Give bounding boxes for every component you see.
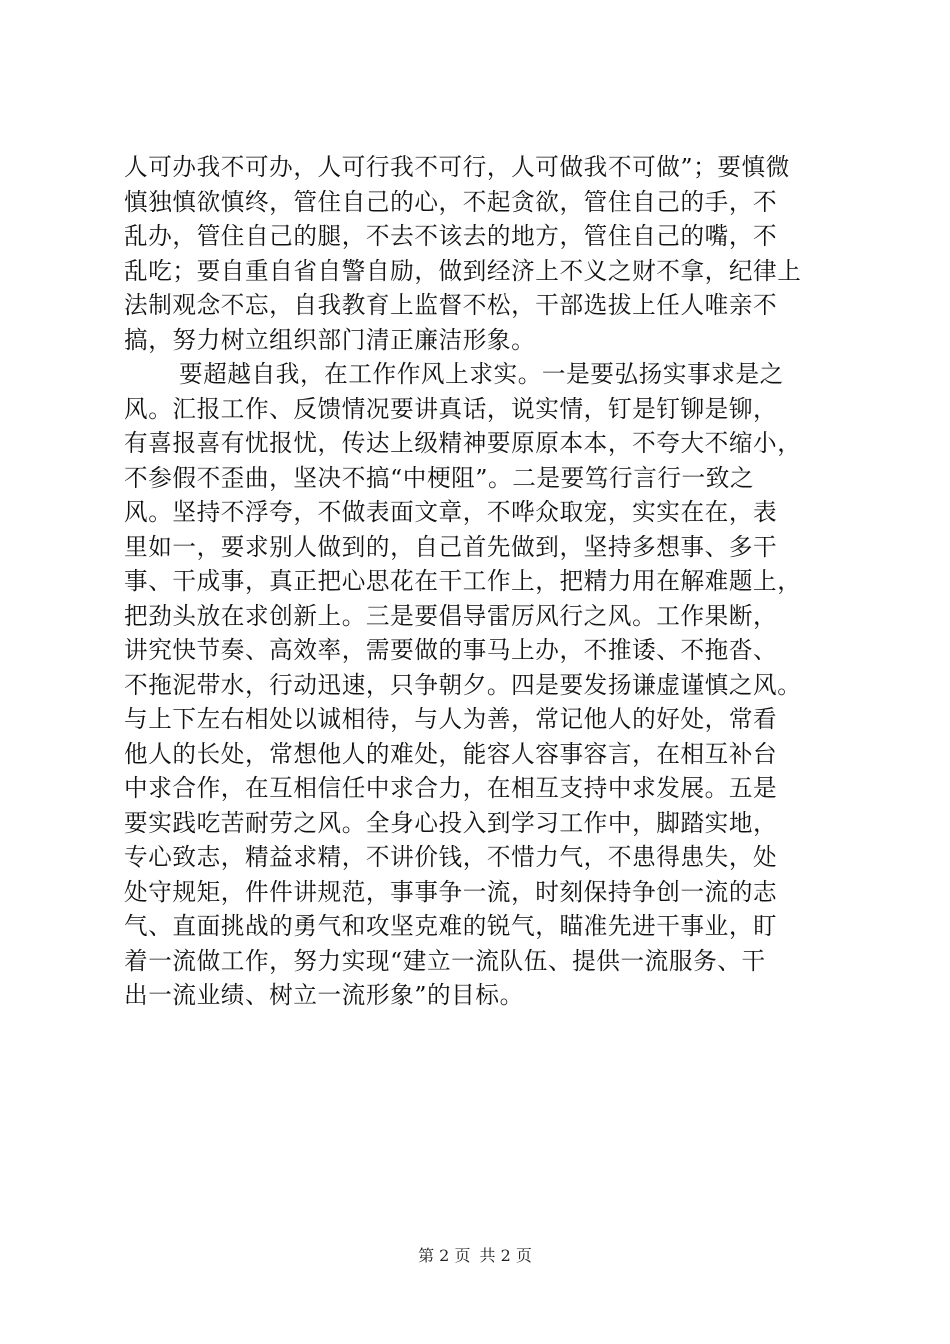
- page-footer: [0, 1244, 950, 1268]
- text-line: 风。汇报工作、反馈情况要讲真话，说实情，钉是钉铆是铆，: [124, 394, 778, 423]
- text-line: 法制观念不忘，自我教育上监督不松，干部选拔上任人唯亲不: [124, 291, 778, 319]
- text-line: 讲究快节奏、高效率，需要做的事马上办，不推诿、不拖沓、: [124, 636, 778, 664]
- text-line: 里如一，要求别人做到的，自己首先做到，坚持多想事、多干: [124, 532, 778, 561]
- text-line: 把劲头放在求创新上。三是要倡导雷厉风行之风。工作果断，: [124, 601, 778, 630]
- text-line: 出一流业绩、树立一流形象”的目标。: [124, 981, 524, 1009]
- text-line: 气、直面挑战的勇气和攻坚克难的锐气，瞄准先进干事业，盯: [124, 912, 778, 940]
- page-number-current: 第 2 页: [418, 1246, 471, 1265]
- paragraph-first-line: 要超越自我，在工作作风上求实。一是要弘扬实事求是之: [179, 360, 784, 388]
- text-line: 人可办我不可办，人可行我不可行，人可做我不可做”；要慎微: [124, 153, 790, 181]
- text-line: 中求合作，在互相信任中求合力，在相互支持中求发展。五是: [124, 774, 778, 802]
- text-line: 处守规矩，件件讲规范，事事争一流，时刻保持争创一流的志: [124, 877, 778, 906]
- text-line: 乱办，管住自己的腿，不去不该去的地方，管住自己的嘴，不: [124, 222, 778, 250]
- text-line: 有喜报喜有忧报忧，传达上级精神要原原本本，不夸大不缩小，: [124, 429, 802, 457]
- document-body: [124, 150, 844, 1013]
- text-line: 风。坚持不浮夸，不做表面文章，不哗众取宠，实实在在，表: [124, 498, 778, 526]
- text-line: 要实践吃苦耐劳之风。全身心投入到学习工作中，脚踏实地，: [124, 808, 778, 837]
- text-line: 不参假不歪曲，坚决不搞“中梗阻”。二是要笃行言行一致之: [124, 463, 755, 492]
- text-line: 搞，努力树立组织部门清正廉洁形象。: [124, 325, 536, 354]
- text-line: 不拖泥带水，行动迅速，只争朝夕。四是要发扬谦虚谨慎之风。: [124, 670, 802, 699]
- text-line: 事、干成事，真正把心思花在干工作上，把精力用在解难题上，: [124, 567, 802, 595]
- page-number-total: 共 2 页: [479, 1246, 532, 1265]
- text-line: 与上下左右相处以诚相待，与人为善，常记他人的好处，常看: [124, 705, 778, 733]
- text-line: 慎独慎欲慎终，管住自己的心，不起贪欲，管住自己的手，不: [124, 187, 778, 216]
- text-line: 乱吃；要自重自省自警自励，做到经济上不义之财不拿，纪律上: [124, 256, 802, 285]
- text-line: 专心致志，精益求精，不讲价钱，不惜力气，不患得患失，处: [124, 843, 778, 871]
- text-line: 他人的长处，常想他人的难处，能容人容事容言，在相互补台: [124, 739, 778, 768]
- text-line: 着一流做工作，努力实现“建立一流队伍、提供一流服务、干: [124, 946, 766, 975]
